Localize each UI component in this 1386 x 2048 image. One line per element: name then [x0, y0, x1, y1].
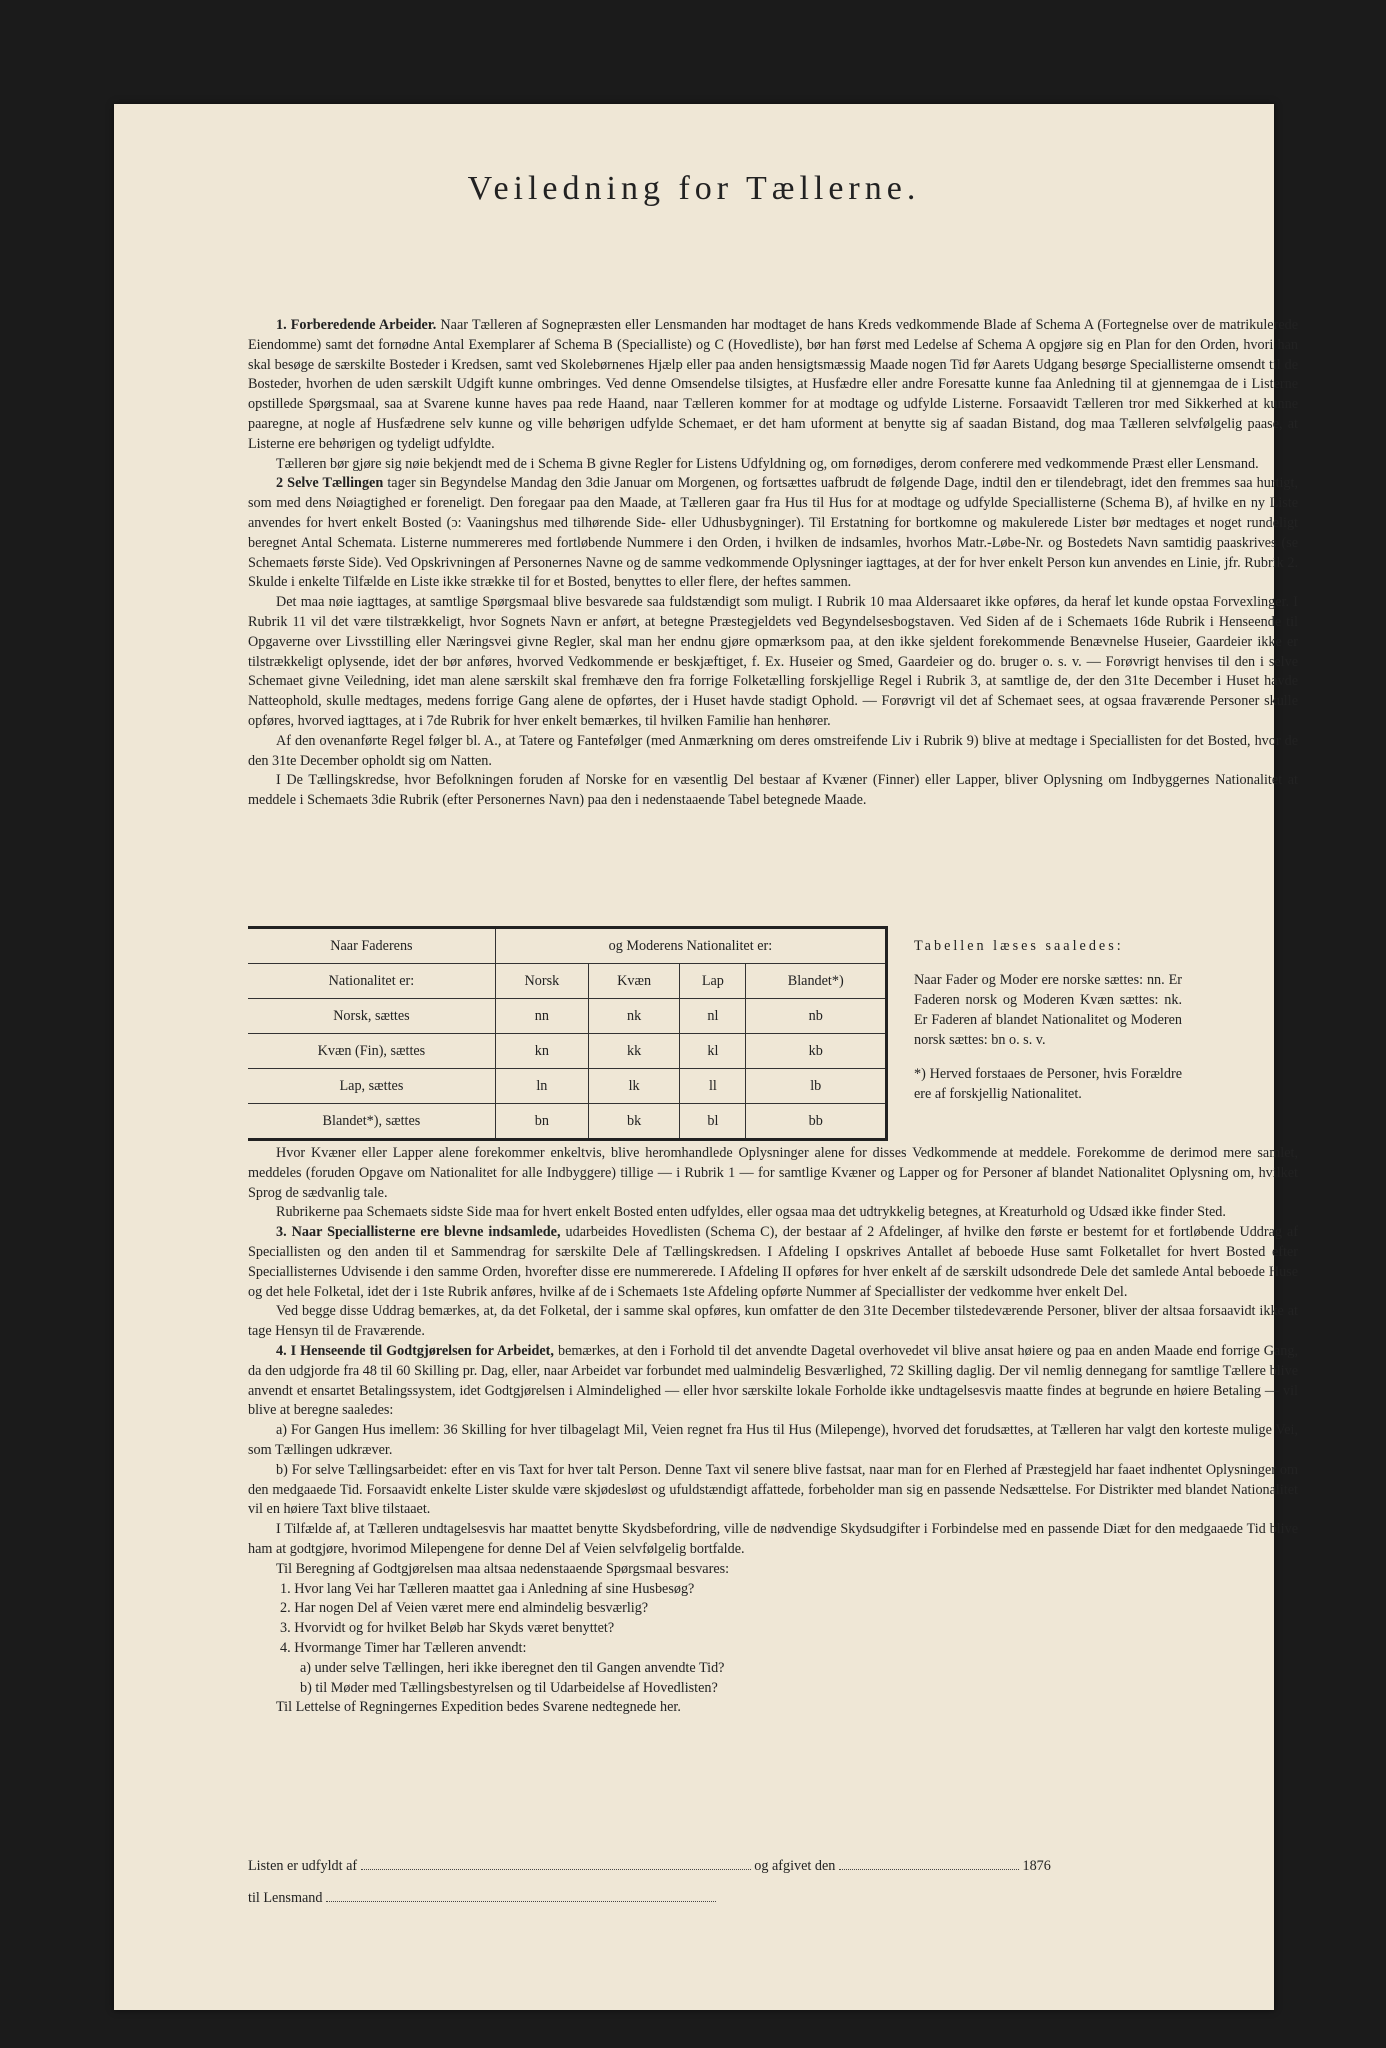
table-col-norsk: Norsk — [495, 964, 588, 999]
section-3 — [248, 1223, 1298, 1302]
table-cell: ln — [495, 1069, 588, 1104]
table-cell: nn — [495, 999, 588, 1034]
section-3-heading: 3. Naar Speciallisterne ere blevne indsamlede, — [276, 1224, 561, 1241]
question-4a: a) under selve Tællingen, heri ikke iberegnet den til Gangen anvendte Tid? — [300, 1659, 725, 1676]
filled-by-field[interactable] — [361, 1869, 751, 1870]
table-cell: lk — [588, 1069, 679, 1104]
year-label: 1876 — [1022, 1858, 1051, 1874]
body-text-top — [248, 316, 1298, 811]
table-cell: lb — [746, 1069, 887, 1104]
page-title: Veiledning for Tællerne. — [467, 170, 921, 207]
after-table-text2: Rubrikerne paa Schemaets sidste Side maa for hvert enkelt Bosted enten udfyldes, eller ogsaa maa det udtrykkelig betegnes, at Kreaturhold og Udsæd ikke finder Sted. — [276, 1204, 1226, 1221]
section-1 — [248, 316, 1298, 455]
table-cell: bb — [746, 1104, 887, 1140]
table-cell: bl — [680, 1104, 746, 1140]
section-2-text3: Af den ovenanførte Regel følger bl. A., at Tatere og Fantefølger (med Anmærkning om deres omstreifende Liv i Rubrik 9) blive at medtage i Speciallisten for det Bosted, hvor de den 31te December opholdt sig om Natten. — [248, 732, 1298, 769]
section-4-text: bemærkes, at den i Forhold til det anvendte Dagetal overhovedet vil blive ansat høiere og paa en anden Maade end forrige Gang, da den udgjorde fra 48 til 60 Skilling pr. Dag, eller, naar Arbeidet var forbundet med ualmindelig Besværlighed, 72 Skilling daglig. Der vil nemlig dennegang for samtlige Tællere blive anvendt et ensartet Betalingssystem, idet Godtgjørelsen i Almindelighed — eller hvor særskilte lokale Forholde ikke undtagelsesvis maatte findes at begrunde en høiere Betaling — vil blive at beregne saaledes: — [248, 1342, 1299, 1419]
section-2-heading: 2 Selve Tællingen — [276, 475, 384, 492]
table-header-top: og Moderens Nationalitet er: — [495, 928, 886, 964]
table-row — [248, 1104, 887, 1140]
table-explanation-text: Naar Fader og Moder ere norske sættes: nn. Er Faderen norsk og Moderen Kvæn sættes: nk. Er Faderen af blandet Nationalitet og Moderen norsk sættes: bn o. s. v. — [914, 972, 1182, 1048]
section-4-text2: I Tilfælde af, at Tælleren undtagelsesvis har maattet benytte Skydsbefordring, ville de nødvendige Skydsudgifter i Forbindelse med en passende Diæt for den medgaaede Tid blive ham at godtgjøre, hvorimod Milepengene for denne Del af Veien selvfølgelig bortfalde. — [248, 1521, 1298, 1557]
table-header-left1: Naar Faderens — [248, 928, 495, 964]
table-row-label: Blandet*), sættes — [248, 1104, 495, 1140]
table-col-blandet: Blandet*) — [746, 964, 887, 999]
closing-text: Til Lettelse of Regningernes Expedition bedes Svarene nedtegnede her. — [276, 1699, 681, 1716]
table-cell: bn — [495, 1104, 588, 1140]
table-cell: nk — [588, 999, 679, 1034]
section-4-item-a: a) For Gangen Hus imellem: 36 Skilling for hver tilbagelagt Mil, Veien regnet fra Hus til Hus (Milepenge), hvorved det forudsættes, at Tælleren har valgt den korteste mulige Vei, som Tællingen udkræver. — [248, 1422, 1298, 1458]
document-page — [114, 104, 1299, 2010]
table-row-label: Lap, sættes — [248, 1069, 495, 1104]
nationality-table — [248, 926, 888, 1141]
footer-line-2 — [248, 1890, 1298, 1907]
section-2-text4: I De Tællingskredse, hvor Befolkningen foruden af Norske for en væsentlig Del bestaar af Kvæner (Finner) eller Lapper, bliver Oplysning om Indbyggernes Nationalitet at meddele i Schemaets 3die Rubrik (efter Personernes Navn) paa den i nedenstaaende Tabel betegnede Maade. — [248, 772, 1298, 809]
table-row — [248, 999, 887, 1034]
section-3-text: udarbeides Hovedlisten (Schema C), der bestaar af 2 Afdelinger, af hvilke den første er bestemt for et fortløbende Uddrag af Speciallisten og den anden til et Sammendrag for særskilte Dele af Tællingskredsen. I Afdeling I opskrives Antallet af beboede Huse samt Folketallet for hvert Bosted efter Speciallisternes Udvisende i den samme Orden, hvorefter disse ere nummererede. I Afdeling II opføres for hver enkelt af de særskilt udsondrede Dele det samlede Antal beboede Huse og det hele Folketal, idet der i 1ste Rubrik anføres, hvilke af de i Schemaets 1ste Afdeling opførte Nummer af Speciallister der vedkomme hver enkelt Del. — [248, 1224, 1299, 1300]
section-1-heading: 1. Forberedende Arbeider. — [276, 317, 437, 333]
table-explanation — [914, 936, 1182, 1118]
table-cell: nb — [746, 999, 887, 1034]
table-cell: kn — [495, 1034, 588, 1069]
question-4b: b) til Møder med Tællingsbestyrelsen og til Udarbeidelse af Hovedlisten? — [300, 1679, 718, 1696]
table-header-left2: Nationalitet er: — [248, 964, 495, 999]
after-table-text1: Hvor Kvæner eller Lapper alene forekommer enkeltvis, blive heromhandlede Oplysninger alene for disses Vedkommende at meddele. Forekomme de derimod mere samlet, meddeles (foruden Opgave om Nationalitet for alle Indbyggere) tillige — i Rubrik 1 — for samtlige Kvæner og Lapper og for Personer af blandet Nationalitet Oplysning om, hvilket Sprog de sædvanlig tale. — [248, 1145, 1298, 1201]
section-2-text: tager sin Begyndelse Mandag den 3die Januar om Morgenen, og fortsættes uafbrudt de følgende Dage, indtil den er tilendebragt, idet den fremmes saa hurtigt, som med dens Nøiagtighed er foreneligt. Den foregaar paa den Maade, at Tælleren gaar fra Hus til Hus for at modtage og udfylde Speciallisterne (Schema B), af hvilke en ny Liste anvendes for hvert enkelt Bosted (ɔ: Vaaningshus med tilhørende Side- eller Udhusbygninger). Til Erstatning for bortkomne og makulerede Lister bør medtages et noget rundeligt beregnet Antal Schemata. Listerne nummereres med fortløbende Nummere i den Orden, i hvilken de indsamles, hvorhos Matr.-Løbe-Nr. og Bostedets Navn samtidig paaskrives (se Schemaets første Side). Ved Opskrivningen af Personernes Navne og de samme vedkommende Oplysninger iagttages, at der for hver enkelt Person kun anvendes en Linie, jfr. Rubrik 2. Skulde i enkelte Tilfælde en Liste ikke strække til for et Bosted, benyttes to eller flere, der heftes sammen. — [248, 475, 1299, 591]
table-row — [248, 1034, 887, 1069]
section-2-text2: Det maa nøie iagttages, at samtlige Spørgsmaal blive besvarede saa fuldstændigt som muligt. I Rubrik 10 maa Aldersaaret ikke opføres, da heraf let kunde opstaa Forvexlinger. I Rubrik 11 vil det være tilstrækkeligt, hvor Sognets Navn er anført, at betegne Præstegjeldets ved Begyndelsesbogstaven. Ved Siden af de i Schemaets 16de Rubrik i Henseende til Opgaverne over Livsstilling eller Næringsvei givne Regler, skal man her endnu gjøre opmærksom paa, at den ikke sjeldent forekommende Benævnelse Huseier, Gaardeier ikke er tilstrækkeligt oplysende, idet der bør anføres, hvorved Vedkommende er beskjæftiget, f. Ex. Huseier og Smed, Gaardeier og do. bruger o. s. v. — Forøvrigt henvises til den i selve Schemaet givne Veiledning, idet man alene særskilt skal fremhæve den fra forrige Folketælling forskjellige Regel i Rubrik 3, at samtlige de, der den 31te December i Huset havde Natteophold, skulle medtages, medens forrige Gang alene de opførtes, der i Huset havde stadigt Ophold. — Forøvrigt vil det af Schemaet sees, at ogsaa fraværende Personer skulle opføres, hvorved iagttages, at i 7de Rubrik for hver enkelt bemærkes, til hvilken Familie han henhører. — [248, 594, 1298, 729]
table-cell: ll — [680, 1069, 746, 1104]
section-1-text2: Tælleren bør gjøre sig nøie bekjendt med de i Schema B givne Regler for Listens Udfyldning og, om fornødiges, derom conferere med vedkommende Præst eller Lensmand. — [276, 455, 1259, 472]
table-row — [248, 1069, 887, 1104]
table-cell: kb — [746, 1034, 887, 1069]
table-cell: nl — [680, 999, 746, 1034]
table-cell: kk — [588, 1034, 679, 1069]
section-3-text2: Ved begge disse Uddrag bemærkes, at, da det Folketal, der i samme skal opføres, kun omfatter de den 31te December tilstedeværende Personer, bliver der altsaa forsaavidt ikke at tage Hensyn til de Fraværende. — [248, 1303, 1298, 1340]
table-cell: kl — [680, 1034, 746, 1069]
delivered-date-field[interactable] — [839, 1869, 1019, 1870]
section-2 — [248, 474, 1298, 593]
table-col-lap: Lap — [680, 964, 746, 999]
table-row-label: Norsk, sættes — [248, 999, 495, 1034]
section-4-item-b: b) For selve Tællingsarbeidet: efter en vis Taxt for hver talt Person. Denne Taxt vil senere blive fastsat, naar man for en Flerhed af Præstegjeld har faaet indhentet Oplysninger om den medgaaede Tid. Forsaavidt enkelte Lister skulde være skjødesløst og ufuldstændigt affattede, forbeholder man sig en passende Nedsættelse. For Distrikter med blandet Nationalitet vil en høiere Taxt blive tilstaaet. — [248, 1461, 1298, 1518]
table-explanation-heading: Tabellen læses saaledes: — [914, 938, 1124, 954]
question-1: 1. Hvor lang Vei har Tælleren maattet gaa i Anledning af sine Husbesøg? — [280, 1580, 695, 1597]
lensmand-field[interactable] — [326, 1901, 716, 1902]
table-footnote: *) Herved forstaaes de Personer, hvis Forældre ere af forskjellig Nationalitet. — [914, 1066, 1182, 1102]
table-cell: bk — [588, 1104, 679, 1140]
filled-by-label: Listen er udfyldt af — [248, 1858, 358, 1874]
lensmand-label: til Lensmand — [248, 1890, 323, 1906]
table-row-label: Kvæn (Fin), sættes — [248, 1034, 495, 1069]
section-1-text: Naar Tælleren af Sognepræsten eller Lensmanden har modtaget de hans Kreds vedkommende Blade af Schema A (Fortegnelse over de matrikulerede Eiendomme) samt det fornødne Antal Exemplarer af Schema B (Specialliste) og C (Hovedliste), bør han først med Ledelse af Schema A opgjøre sig en Plan for den Orden, hvori han skal besøge de særskilte Bosteder i Kredsen, samt ved Skolebørnenes Hjælp eller paa anden hensigtsmæssig Maade nogen Tid før Aarets Udgang besørge Speciallisterne omsendt til de Bosteder, hvorhen de uden særskilt Udgift kunne ombringes. Ved denne Omsendelse tilsigtes, at Husfædre eller andre Foresatte kunne faa Anledning til at gjennemgaa de i Listerne opstillede Spørgsmaal, saa at Svarene kunne haves paa rede Haand, naar Tælleren kommer for at modtage og udfylde Listerne. Forsaavidt Tælleren tror med Sikkerhed at kunne paaregne, at nogle af Husfædrene selv kunne og ville behørigen udfylde Schemaet, er det ham uforment at benytte sig af saadan Bistand, dog maa Tælleren selvfølgelig paase, at Listerne ere behørigen og tydeligt udfyldte. — [248, 317, 1299, 452]
footer-line-1 — [248, 1858, 1298, 1875]
section-4 — [248, 1342, 1298, 1421]
body-text-bottom — [248, 1144, 1298, 1718]
section-4-heading: 4. I Henseende til Godtgjørelsen for Arbeidet, — [276, 1342, 554, 1359]
question-4: 4. Hvormange Timer har Tælleren anvendt: — [280, 1639, 527, 1656]
nationality-table-wrap — [248, 926, 888, 1141]
table-col-kvaen: Kvæn — [588, 964, 679, 999]
delivered-label: og afgivet den — [754, 1858, 836, 1874]
section-4-text3: Til Beregning af Godtgjørelsen maa altsaa nedenstaaende Spørgsmaal besvares: — [276, 1560, 730, 1577]
question-3: 3. Hvorvidt og for hvilket Beløb har Skyds været benyttet? — [280, 1620, 615, 1637]
question-2: 2. Har nogen Del af Veien været mere end almindelig besværlig? — [280, 1600, 649, 1617]
